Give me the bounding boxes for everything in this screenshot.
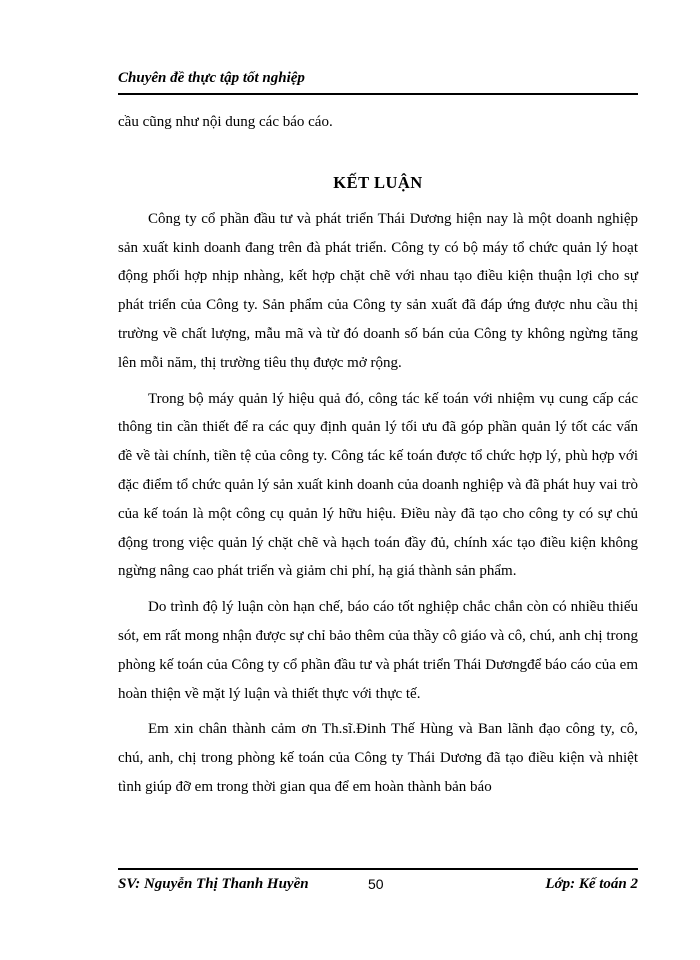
paragraph-2: Trong bộ máy quản lý hiệu quả đó, công tác kế toán với nhiệm vụ cung cấp các thông tin cần thiết để ra các quy định quản lý tối ưu đã góp phần quản lý tốt các vấn đề về tài chính, tiền tệ của công ty. Công tác kế toán được tổ chức hợp lý, phù hợp với đặc điểm tổ chức quản lý sản xuất kinh doanh của doanh nghiệp và đã phát huy vai trò của kế toán là một công cụ quản lý hữu hiệu. Điều này đã tạo cho công ty có sự chủ động trong việc quản lý chặt chẽ và hạch toán đầy đủ, chính xác tạo điều kiện không ngừng nâng cao phát triển và giảm chi phí, hạ giá thành sản phẩm.	[118, 390, 638, 580]
document-body	[118, 108, 638, 802]
class-name: Lớp: Kế toán 2	[545, 876, 638, 892]
header-divider	[118, 93, 638, 95]
continuation-text: cầu cũng như nội dung các báo cáo.	[118, 114, 333, 130]
paragraph-1: Công ty cổ phần đầu tư và phát triển Thái Dương hiện nay là một doanh nghiệp sản xuất kinh doanh đang trên đà phát triển. Công ty có bộ máy tổ chức quản lý hoạt động phối hợp nhịp nhàng, kết hợp chặt chẽ với nhau tạo điều kiện thuận lợi cho sự phát triển của Công ty. Sản phẩm của Công ty sản xuất đã đáp ứng được nhu cầu thị trường về chất lượng, mẫu mã và từ đó doanh số bán của Công ty không ngừng tăng lên mỗi năm, thị trường tiêu thụ được mở rộng.	[118, 210, 638, 371]
paragraph-3: Do trình độ lý luận còn hạn chế, báo cáo tốt nghiệp chắc chắn còn có nhiều thiếu sót, em rất mong nhận được sự chỉ bảo thêm của thầy cô giáo và cô, chú, anh chị trong phòng kế toán của Công ty cổ phần đầu tư và phát triển Thái Dươngđể báo cáo của em hoàn thiện về mặt lý luận và thiết thực với thực tế.	[118, 599, 638, 702]
student-name: SV: Nguyễn Thị Thanh Huyền	[118, 876, 309, 892]
footer-divider	[118, 868, 638, 870]
section-title: KẾT LUẬN	[333, 172, 423, 192]
page-footer	[118, 876, 638, 898]
page-number: 50	[368, 876, 384, 892]
page-header-title: Chuyên đề thực tập tốt nghiệp	[118, 70, 305, 86]
paragraph-4: Em xin chân thành cảm ơn Th.sĩ.Đinh Thế Hùng và Ban lãnh đạo công ty, cô, chú, anh, chị trong phòng kế toán của Công ty Thái Dương đã tạo điều kiện và nhiệt tình giúp đỡ em trong thời gian qua để em hoàn thành bản báo	[118, 721, 638, 795]
